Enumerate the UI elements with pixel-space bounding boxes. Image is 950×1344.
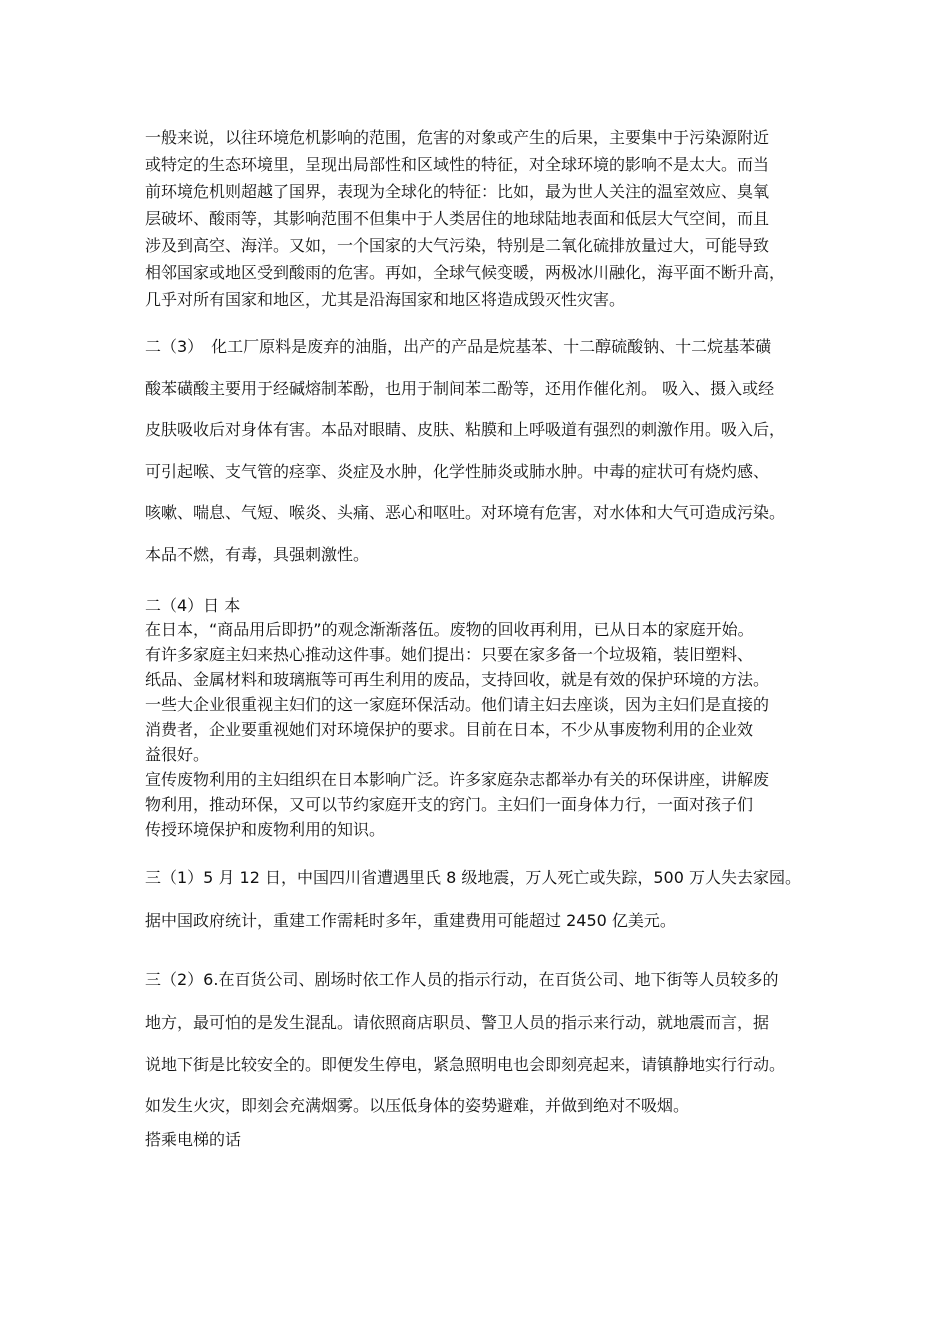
text-line: 咳嗽、喘息、气短、喉炎、头痛、恶心和呕吐。对环境有危害，对水体和大气可造成污染。 [145,503,786,522]
text-line: 有许多家庭主妇来热心推动这件事。她们提出：只要在家多备一个垃圾箱，装旧塑料、 [145,645,754,664]
text-line: 皮肤吸收后对身体有害。本品对眼睛、皮肤、粘膜和上呼吸道有强烈的刺激作用。吸入后， [145,420,786,439]
text-line: 前环境危机则超越了国界，表现为全球化的特征：比如，最为世人关注的温室效应、臭氧 [145,182,770,201]
text-line: 宣传废物利用的主妇组织在日本影响广泛。许多家庭杂志都举办有关的环保讲座，讲解废 [145,770,770,789]
section-heading: 二（4）日 本 [145,596,241,615]
text-line: 一些大企业很重视主妇们的这一家庭环保活动。他们请主妇去座谈，因为主妇们是直接的 [145,695,770,714]
text-line: 二（3） 化工厂原料是废弃的油脂，出产的产品是烷基苯、十二醇硫酸钠、十二烷基苯磺 [145,337,772,356]
text-line: 层破坏、酸雨等，其影响范围不但集中于人类居住的地球陆地表面和低层大气空间，而且 [145,209,770,228]
text-line: 几乎对所有国家和地区，尤其是沿海国家和地区将造成毁灭性灾害。 [145,290,626,309]
text-line: 据中国政府统计，重建工作需耗时多年，重建费用可能超过 2450 亿美元。 [145,911,676,930]
text-line: 益很好。 [145,745,210,764]
text-line: 本品不燃，有毒，具强刺激性。 [145,545,370,564]
text-line: 在日本，“商品用后即扔”的观念渐渐落伍。废物的回收再利用，已从日本的家庭开始。 [145,620,754,639]
text-line: 酸苯磺酸主要用于经碱熔制苯酚，也用于制间苯二酚等，还用作催化剂。 吸入、摄入或经 [145,379,775,398]
text-line: 地方，最可怕的是发生混乱。请依照商店职员、警卫人员的指示来行动，就地震而言，据 [145,1013,770,1032]
text-line: 或特定的生态环境里，呈现出局部性和区域性的特征，对全球环境的影响不是太大。而当 [145,155,770,174]
text-line: 可引起喉、支气管的痉挛、炎症及水肿，化学性肺炎或肺水肿。中毒的症状可有烧灼感、 [145,462,770,481]
text-line: 传授环境保护和废物利用的知识。 [145,820,386,839]
text-line: 说地下街是比较安全的。即便发生停电，紧急照明电也会即刻亮起来，请镇静地实行行动。 [145,1055,786,1074]
text-line: 涉及到高空、海洋。又如，一个国家的大气污染，特别是二氧化硫排放量过大，可能导致 [145,236,770,255]
text-line: 搭乘电梯的话 [145,1130,242,1149]
text-line: 物利用，推动环保，又可以节约家庭开支的窍门。主妇们一面身体力行，一面对孩子们 [145,795,754,814]
text-line: 相邻国家或地区受到酸雨的危害。再如，全球气候变暖，两极冰川融化，海平面不断升高， [145,263,786,282]
text-line: 一般来说，以往环境危机影响的范围，危害的对象或产生的后果，主要集中于污染源附近 [145,128,770,147]
text-line: 如发生火灾，即刻会充满烟雾。以压低身体的姿势避难，并做到绝对不吸烟。 [145,1096,690,1115]
text-line: 纸品、金属材料和玻璃瓶等可再生利用的废品，支持回收，就是有效的保护环境的方法。 [145,670,770,689]
text-line: 消费者，企业要重视她们对环境保护的要求。目前在日本，不少从事废物利用的企业效 [145,720,754,739]
text-line: 三（1）5 月 12 日，中国四川省遭遇里氏 8 级地震，万人死亡或失踪，500 万人失去家园。 [145,868,801,887]
text-line: 三（2）6.在百货公司、剧场时依工作人员的指示行动，在百货公司、地下街等人员较多的 [145,970,779,989]
